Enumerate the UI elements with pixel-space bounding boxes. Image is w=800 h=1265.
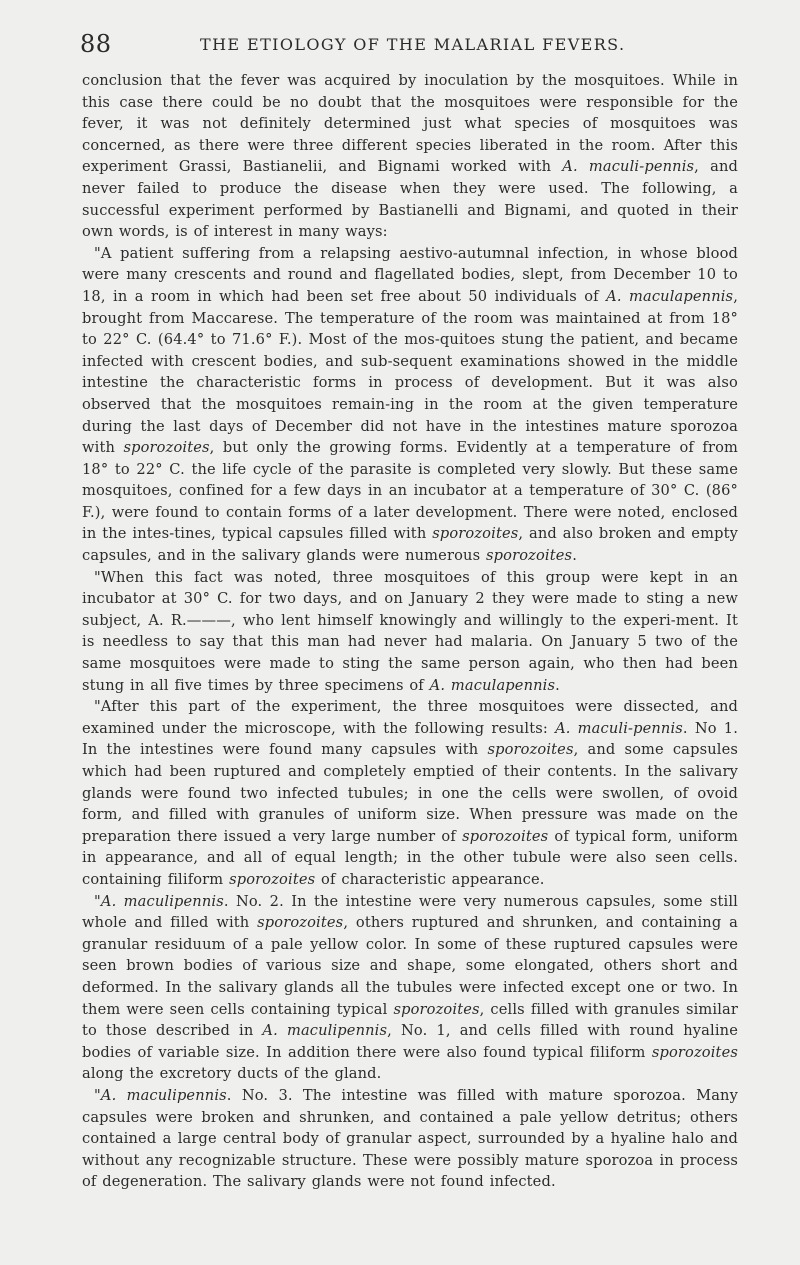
text-run: of characteristic appearance. bbox=[315, 870, 545, 888]
text-run: "When this fact was noted, three mosquitoes of this group were kept in an incubator at 30° C. for two days, and on January 2 they were made to sting a new subject, A. R.———, who lent himself knowingly and willingly to the experi-ment. It is needless to say that this man had never had malaria. On January 5 two of the same mosquitoes were made to sting the same person again, who then had been stung in all five times by three specimens of bbox=[82, 568, 738, 694]
text-run: , and some capsules which had been ruptured and completely emptied of their contents. In the salivary glands were found two infected tubules; in one the cells were swollen, of ovoid form, and filled with granules of uniform size. When pressure was made on the preparation there issued a very large number of bbox=[82, 741, 738, 845]
text-run: . No. 2. In the intestine were very numerous capsules, some still whole and filled with bbox=[82, 892, 738, 932]
paragraph bbox=[82, 891, 738, 1085]
italic-term: A. maculapennis bbox=[429, 676, 556, 694]
page-number: 88 bbox=[80, 30, 112, 58]
text-run: along the excretory ducts of the gland. bbox=[82, 1065, 382, 1083]
paragraph bbox=[82, 70, 738, 243]
text-run: . bbox=[555, 676, 560, 694]
text-run: , brought from Maccarese. The temperature of the room was maintained at from 18° to 22° C. (64.4° to 71.6° F.). Most of the mos-quitoes stung the patient, and became infected with crescent bodies, and sub-sequent examinations showed in the middle intestine the characteristic forms in process of development. But it was also observed that the mosquitoes remain-ing in the room at the given temperature during the last days of December did not have in the intestines mature sporozoa with bbox=[82, 287, 738, 457]
italic-term: sporozoites bbox=[257, 914, 344, 932]
text-run: " bbox=[94, 1086, 101, 1104]
italic-term: sporozoites bbox=[487, 741, 574, 759]
italic-term: A. maculi-pennis bbox=[562, 158, 695, 176]
text-run: "After this part of the experiment, the three mosquitoes were dissected, and examined under the microscope, with the following results: bbox=[82, 698, 738, 737]
text-run: , No. 1, and cells filled with round hyaline bodies of variable size. In addition there were also found typical filiform bbox=[82, 1022, 738, 1061]
text-run: . No 1. In the intestines were found many capsules with bbox=[82, 719, 738, 759]
paragraph bbox=[82, 1085, 738, 1193]
text-run: , and also broken and empty capsules, and in the salivary glands were numerous bbox=[82, 525, 738, 565]
text-run: , and never failed to produce the disease when they were used. The following, a successful experiment performed by Bastianelli and Bignami, and quoted in their own words, is of interest in many ways: bbox=[82, 158, 738, 241]
text-run: "A patient suffering from a relapsing aestivo-autumnal infection, in whose blood were many crescents and round and flagellated bodies, slept, from December 10 to 18, in a room in which had been set free about 50 individuals of bbox=[82, 244, 738, 305]
text-run: , cells filled with granules similar to those described in bbox=[82, 1000, 739, 1040]
italic-term: sporozoites bbox=[393, 1000, 480, 1018]
text-run: , but only the growing forms. Evidently at a temperature of from 18° to 22° C. the life cycle of the parasite is completed very slowly. But these same mosquitoes, confined for a few days in an incubator at a temperature of 30° C. (86° F.), were found to contain forms of a later development. There were noted, enclosed in the intes-tines, typical capsules filled with bbox=[82, 439, 738, 543]
italic-term: A. maculipennis bbox=[100, 1086, 227, 1104]
body-text bbox=[82, 70, 738, 1193]
italic-term: A. maculapennis bbox=[606, 287, 734, 305]
text-run: , others ruptured and shrunken, and containing a granular residuum of a pale yellow color. In some of these ruptured capsules were seen brown bodies of various size and shape, some elongated, others short and deformed. In the salivary glands all the tubules were infected except one or two. In them were seen cells containing typical bbox=[82, 914, 738, 1018]
text-run: conclusion that the fever was acquired by inoculation by the mosquitoes. While in this case there could be no doubt that the mosquitoes were responsible for the fever, it was not definitely determined just what species of mosquitoes was concerned, as there were three different species liberated in the room. After this experiment Grassi, Bastianelii, and Bignami worked with bbox=[82, 72, 738, 176]
paragraph bbox=[82, 696, 738, 890]
italic-term: A. maculi-pennis bbox=[555, 719, 683, 737]
italic-term: sporozoites bbox=[651, 1043, 738, 1061]
text-run: . No. 3. The intestine was filled with mature sporozoa. Many capsules were broken and shrunken, and contained a pale yellow detritus; others contained a large central body of granular aspect, surrounded by a hyaline halo and without any recognizable structure. These were possibly mature sporozoa in process of degeneration. The salivary glands were not found infected. bbox=[82, 1086, 738, 1191]
italic-term: sporozoites bbox=[462, 827, 549, 845]
page-header bbox=[80, 30, 740, 58]
italic-term: A. maculipennis bbox=[262, 1022, 388, 1040]
italic-term: sporozoites bbox=[432, 525, 519, 543]
paragraph bbox=[82, 567, 738, 697]
text-run: of typical form, uniform in appearance, and all of equal length; in the other tubule were also seen cells. containing filiform bbox=[82, 827, 738, 888]
italic-term: sporozoites bbox=[123, 439, 210, 457]
text-run: " bbox=[94, 892, 101, 910]
italic-term: sporozoites bbox=[229, 870, 316, 888]
italic-term: sporozoites bbox=[486, 547, 573, 565]
italic-term: A. maculipennis bbox=[100, 892, 224, 910]
running-title: THE ETIOLOGY OF THE MALARIAL FEVERS. bbox=[200, 35, 626, 54]
text-run: . bbox=[572, 547, 577, 565]
paragraph bbox=[82, 243, 738, 567]
